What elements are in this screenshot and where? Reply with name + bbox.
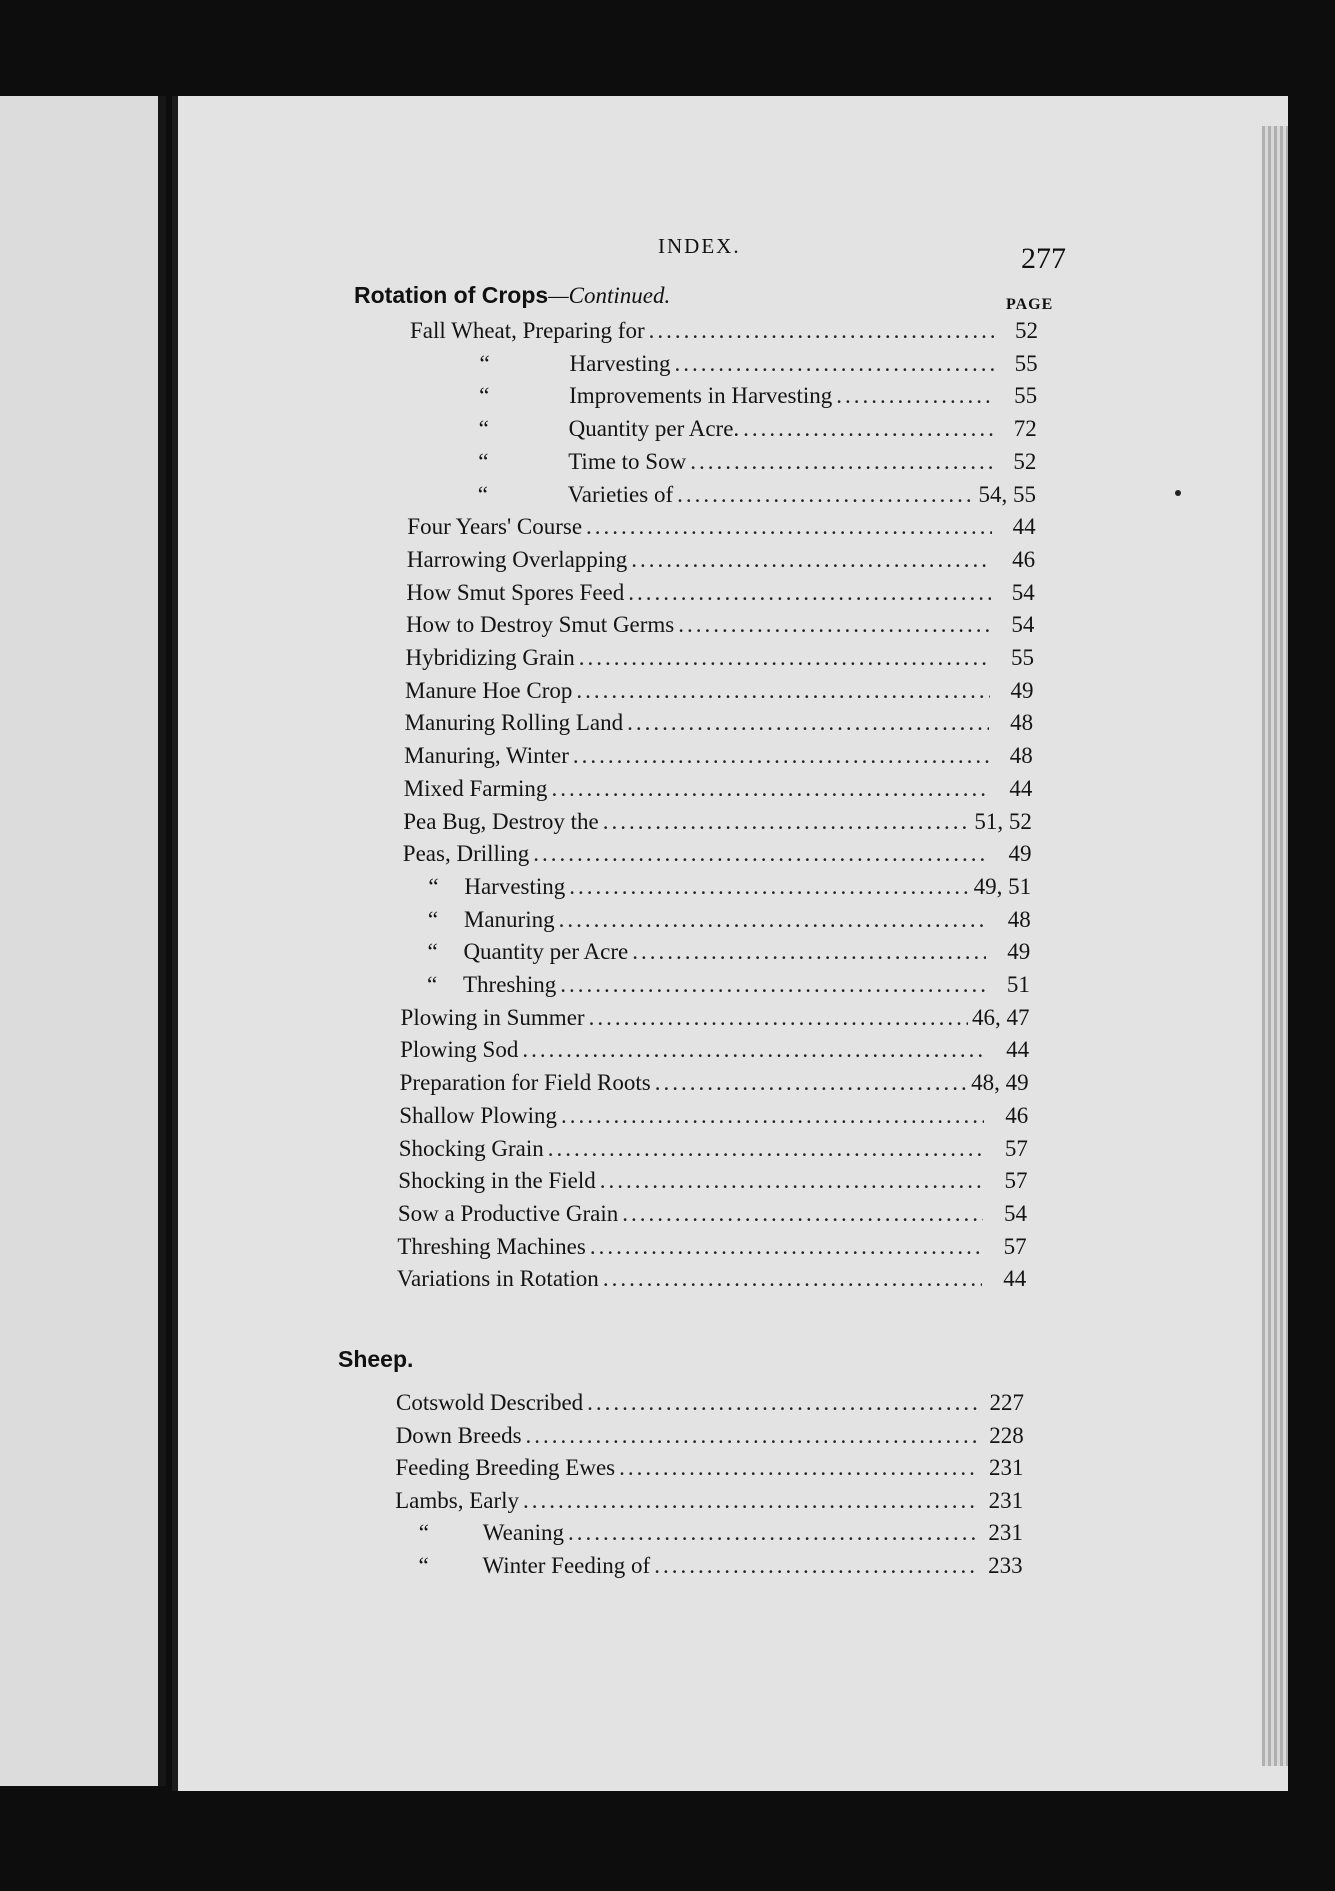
entry-text: Plowing in Summer — [400, 1004, 585, 1030]
entry-text: Threshing Machines — [397, 1233, 586, 1259]
dot-leader — [836, 383, 993, 409]
entry-text: Threshing — [463, 972, 557, 997]
dot-leader — [573, 743, 989, 769]
dot-leader — [551, 776, 988, 802]
dot-leader — [677, 482, 974, 508]
entry-page: 55 — [1010, 645, 1034, 670]
index-entry — [405, 678, 1033, 708]
entry-page: 54 — [1011, 579, 1035, 605]
dot-leader — [522, 1037, 985, 1063]
index-entry — [408, 482, 1036, 512]
entry-page: 49 — [1008, 841, 1032, 867]
dot-leader — [569, 874, 969, 900]
dot-leader — [560, 972, 986, 998]
dot-leader — [587, 1390, 980, 1416]
entry-text: Plowing Sod — [400, 1037, 519, 1063]
dot-leader — [576, 678, 989, 704]
index-entry — [399, 1103, 1028, 1133]
entry-page: 55 — [1014, 383, 1038, 409]
index-entry — [402, 874, 1031, 904]
ditto-mark: “ — [478, 416, 489, 442]
entry-text: Fall Wheat, Preparing for — [410, 318, 645, 343]
entry-text: Winter Feeding of — [482, 1553, 651, 1578]
entry-page: 227 — [989, 1390, 1024, 1415]
entry-text: Harrowing Overlapping — [406, 546, 628, 572]
entry-page: 44 — [1009, 775, 1033, 801]
entry-text: Time to Sow — [568, 448, 687, 474]
index-entry — [406, 612, 1034, 642]
dot-leader — [622, 1201, 983, 1227]
dot-leader — [589, 1005, 968, 1031]
entry-text: Manuring, Winter — [404, 743, 569, 769]
index-entry — [395, 1488, 1023, 1518]
entry-page: 46 — [1012, 546, 1036, 572]
entry-page: 57 — [1004, 1135, 1028, 1161]
entry-page: 46 — [1005, 1102, 1029, 1128]
speck — [1175, 490, 1181, 496]
section-heading-sheep — [338, 1346, 413, 1373]
index-entry — [398, 1201, 1027, 1231]
index-entry — [397, 1266, 1026, 1296]
dot-leader — [619, 1455, 979, 1481]
index-page — [172, 96, 1288, 1791]
entry-text: Shallow Plowing — [399, 1102, 558, 1128]
entry-page: 48, 49 — [971, 1070, 1029, 1096]
entry-page: 228 — [989, 1422, 1024, 1448]
index-entry — [409, 416, 1037, 446]
index-entry — [395, 1520, 1023, 1550]
ditto-mark: “ — [427, 939, 438, 965]
ditto-mark: “ — [418, 1553, 429, 1578]
facing-page — [0, 96, 166, 1786]
entry-text: Peas, Drilling — [402, 841, 530, 867]
entry-page: 57 — [1004, 1168, 1028, 1194]
index-entry — [400, 1037, 1029, 1067]
dot-leader — [632, 939, 986, 965]
entry-text: How to Destroy Smut Germs — [405, 612, 675, 638]
index-entry — [408, 449, 1036, 479]
index-entry — [399, 1136, 1028, 1166]
entry-text: Weaning — [482, 1520, 564, 1546]
entry-page: 49 — [1007, 939, 1031, 965]
entry-page: 231 — [988, 1520, 1023, 1546]
entry-page: 51, 52 — [974, 808, 1032, 834]
section-heading-rotation — [354, 282, 670, 309]
entry-text: Quantity per Acre — [463, 939, 629, 965]
entry-text: Improvements in Harvesting — [569, 383, 833, 409]
index-entry — [409, 383, 1037, 413]
entry-text: Variations in Rotation — [396, 1266, 599, 1292]
page-number: 277 — [1021, 242, 1066, 275]
dot-leader — [590, 1234, 983, 1260]
dot-leader — [526, 1423, 980, 1449]
entry-page: 46, 47 — [971, 1004, 1030, 1030]
entry-page: 48 — [1010, 710, 1034, 736]
ditto-mark: “ — [428, 873, 439, 899]
entry-text: Lambs, Early — [395, 1487, 519, 1513]
entry-page: 49, 51 — [973, 873, 1032, 899]
entry-text: Shocking in the Field — [398, 1168, 596, 1194]
entry-page: 54 — [1011, 612, 1035, 638]
entry-text: Pea Bug, Destroy the — [403, 808, 599, 834]
entry-text: Cotswold Described — [396, 1390, 584, 1415]
entry-text: Manuring — [463, 906, 555, 932]
dot-leader — [579, 645, 990, 671]
entry-page: 231 — [988, 1455, 1024, 1481]
dot-leader — [603, 1266, 982, 1292]
entry-text: Preparation for Field Roots — [399, 1070, 651, 1096]
entry-text: Harvesting — [464, 873, 566, 899]
page-column-label: PAGE — [1006, 296, 1054, 313]
index-entry — [407, 514, 1035, 544]
entry-page: 54, 55 — [978, 481, 1036, 507]
index-entry — [403, 841, 1032, 871]
entry-page: 52 — [1015, 318, 1038, 343]
entry-page: 55 — [1014, 350, 1038, 376]
entry-text: Feeding Breeding Ewes — [395, 1455, 616, 1481]
entry-page: 48 — [1009, 743, 1033, 769]
index-entry — [405, 710, 1034, 740]
ditto-mark: “ — [479, 350, 490, 376]
index-entry — [397, 1234, 1026, 1264]
ditto-mark: “ — [479, 383, 490, 409]
running-head: INDEX. — [658, 234, 741, 258]
entry-page: 52 — [1013, 448, 1037, 474]
dot-leader — [561, 1103, 984, 1129]
index-entry — [396, 1390, 1024, 1420]
entry-page: 44 — [1006, 1037, 1030, 1063]
entry-page: 231 — [988, 1487, 1024, 1513]
dot-leader — [627, 710, 989, 736]
index-entry — [395, 1455, 1023, 1485]
ditto-mark: “ — [427, 972, 438, 997]
index-entry — [404, 776, 1033, 806]
index-entry — [398, 1168, 1027, 1198]
entry-page: 72 — [1013, 416, 1037, 442]
dot-leader — [586, 514, 992, 540]
continued-label: —Continued. — [548, 283, 671, 308]
entry-text: Varieties of — [567, 481, 674, 507]
dot-leader — [654, 1553, 978, 1579]
dot-leader — [523, 1488, 979, 1514]
index-entry — [403, 809, 1032, 839]
index-entry — [410, 351, 1038, 381]
dot-leader — [690, 449, 992, 475]
entry-text: Shocking Grain — [398, 1135, 544, 1161]
dot-leader — [603, 809, 971, 835]
entry-page: 233 — [988, 1553, 1023, 1578]
index-entry — [395, 1553, 1023, 1583]
entry-text: Hybridizing Grain — [405, 645, 575, 670]
dot-leader — [628, 580, 990, 606]
index-entry — [410, 318, 1038, 348]
page-edge — [1262, 126, 1288, 1766]
dot-leader — [678, 612, 990, 638]
entry-page: 54 — [1004, 1200, 1028, 1226]
index-entry — [402, 907, 1031, 937]
entry-text: Quantity per Acre. — [568, 416, 740, 442]
entry-page: 49 — [1010, 677, 1034, 703]
index-entry — [404, 743, 1033, 773]
entry-page: 44 — [1003, 1266, 1027, 1292]
index-entry — [401, 972, 1030, 1002]
entry-page: 51 — [1006, 972, 1030, 997]
dot-leader — [600, 1168, 984, 1194]
dot-leader — [548, 1136, 984, 1162]
entry-text: Mixed Farming — [403, 775, 548, 801]
section-title: Rotation of Crops — [354, 282, 549, 308]
entry-page: 44 — [1012, 514, 1036, 540]
dot-leader — [674, 351, 993, 377]
entry-text: Sow a Productive Grain — [397, 1200, 619, 1226]
entry-text: Four Years' Course — [407, 514, 583, 540]
entry-text: Harvesting — [569, 350, 671, 376]
entry-text: How Smut Spores Feed — [406, 579, 625, 605]
dot-leader — [649, 318, 994, 344]
index-entry — [400, 1070, 1029, 1100]
index-entry — [401, 939, 1030, 969]
entry-page: 57 — [1003, 1233, 1027, 1259]
entry-text: Down Breeds — [395, 1422, 522, 1448]
dot-leader — [631, 547, 991, 573]
index-entry — [406, 645, 1034, 675]
section-title: Sheep. — [338, 1346, 414, 1372]
ditto-mark: “ — [427, 906, 439, 932]
ditto-mark: “ — [418, 1520, 430, 1546]
index-entry — [407, 547, 1035, 577]
index-entry — [396, 1423, 1024, 1453]
dot-leader — [655, 1070, 967, 1096]
ditto-mark: “ — [477, 481, 488, 507]
ditto-mark: “ — [478, 448, 489, 474]
entry-page: 48 — [1007, 906, 1031, 932]
dot-leader — [743, 416, 993, 442]
index-entry — [406, 580, 1034, 610]
dot-leader — [533, 841, 987, 867]
dot-leader — [568, 1520, 979, 1546]
index-entry — [401, 1005, 1030, 1035]
dot-leader — [559, 907, 987, 933]
entry-text: Manuring Rolling Land — [404, 710, 624, 736]
entry-text: Manure Hoe Crop — [405, 677, 573, 703]
